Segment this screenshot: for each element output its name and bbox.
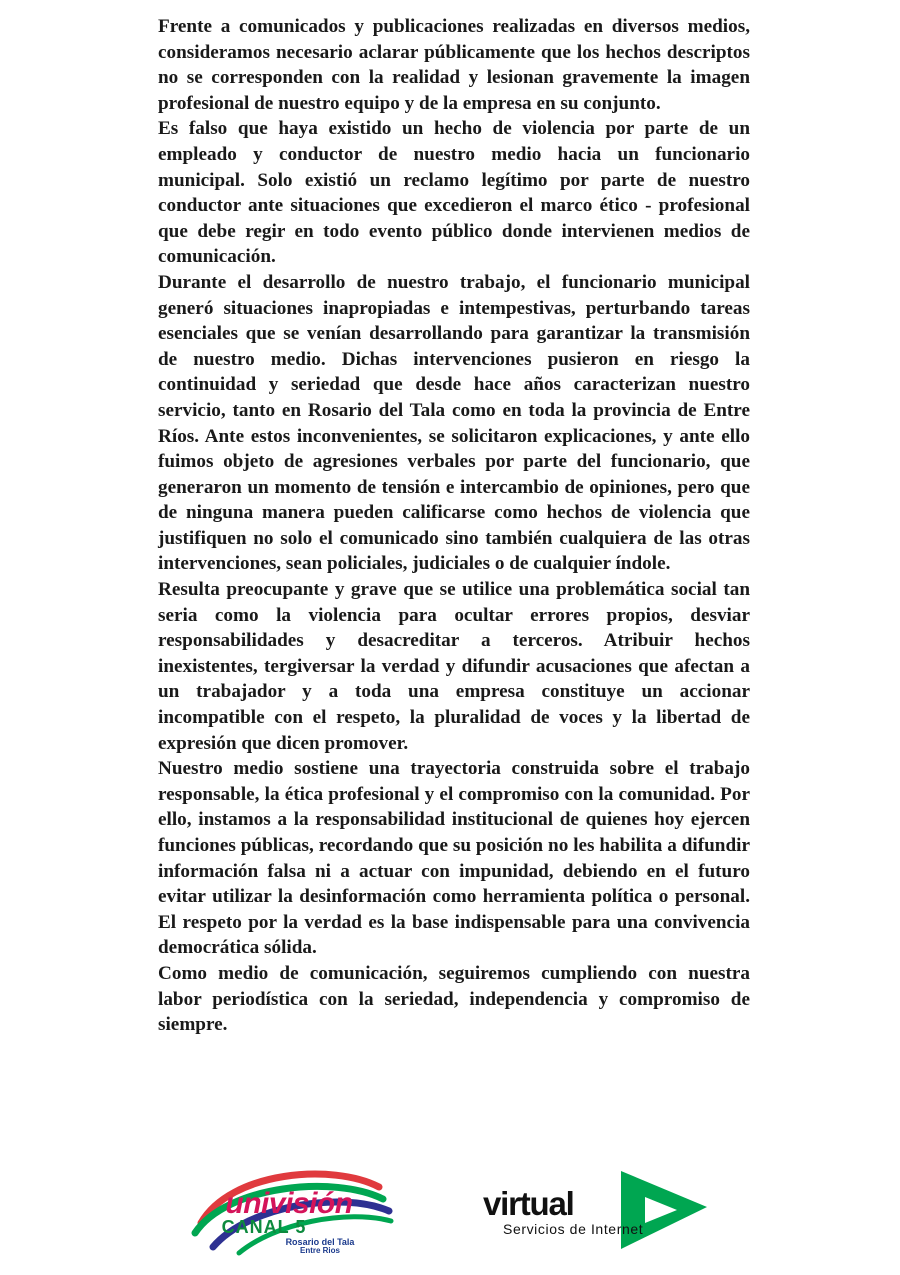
paragraph-1: Frente a comunicados y publicaciones realizadas en diversos medios, consideramos necesario aclarar públicamente que los hechos descriptos no se corresponden con la realidad y lesionan gravemente la imagen profesional de nuestro equipo y de la empresa en su conjunto. bbox=[158, 16, 750, 114]
univision-location-line-1: Rosario del Tala bbox=[285, 1237, 355, 1247]
virtualnet-wordmark-primary: virtual bbox=[483, 1185, 574, 1222]
paragraph-2: Es falso que haya existido un hecho de violencia por parte de un empleado y conductor de nuestro medio hacia un funcionario municipal. Solo existió un reclamo legítimo por parte de nuestro conductor ante situaciones que excedieron el marco ético - profesional que debe regir en todo evento público donde intervienen medios de comunicación. bbox=[158, 118, 750, 268]
virtualnet-tagline: Servicios de Internet bbox=[503, 1221, 644, 1237]
logo-row bbox=[0, 1157, 900, 1257]
univision-location-line-2: Entre Rios bbox=[299, 1246, 340, 1255]
statement-body bbox=[158, 14, 750, 1038]
virtualnet-arrow-icon bbox=[615, 1167, 711, 1253]
virtualnet-logo bbox=[481, 1165, 717, 1257]
virtualnet-wordmark-secondary: net bbox=[573, 1185, 620, 1222]
paragraph-5: Nuestro medio sostiene una trayectoria construida sobre el trabajo responsable, la ética profesional y el compromiso con la comunidad. Por ello, instamos a la responsabilidad institucional de quienes hoy ejercen funciones públicas, recordando que su posición no les habilita a difundir información falsa ni a actuar con impunidad, debiendo en el futuro evitar utilizar la desinformación como herramienta política o personal. El respeto por la verdad es la base indispensable para una convivencia democrática sólida. bbox=[158, 758, 750, 959]
univision-wordmark: univisión bbox=[225, 1187, 353, 1220]
paragraph-4: Resulta preocupante y grave que se utilice una problemática social tan seria como la violencia para ocultar errores propios, desviar responsabilidades y desacreditar a terceros. Atribuir hechos inexistentes, tergiversar la verdad y difundir acusaciones que afectan a un trabajador y a toda una empresa constituye un accionar incompatible con el respeto, la pluralidad de voces y la libertad de expresión que dicen promover. bbox=[158, 579, 750, 754]
univision-channel-label: CANAL 5 bbox=[221, 1217, 307, 1237]
paragraph-6: Como medio de comunicación, seguiremos cumpliendo con nuestra labor periodística con la seriedad, independencia y compromiso de siempre. bbox=[158, 962, 750, 1036]
paragraph-3: Durante el desarrollo de nuestro trabajo, el funcionario municipal generó situaciones inapropiadas e intempestivas, perturbando tareas esenciales que se venían desarrollando para garantizar la transmisión de nuestro medio. Dichas intervenciones pusieron en riesgo la continuidad y seriedad que desde hace años caracterizan nuestro servicio, tanto en Rosario del Tala como en toda la provincia de Entre Ríos. Ante estos inconvenientes, se solicitaron explicaciones, y ante ello fuimos objeto de agresiones verbales por parte del funcionario, que generaron un momento de tensión e intercambio de opiniones, pero que de ninguna manera pueden calificarse como hechos de violencia que justifiquen no solo el comunicado sino también cualquiera de las otras intervenciones, sean policiales, judiciales o de cualquier índole. bbox=[158, 271, 750, 575]
virtualnet-wordmark bbox=[483, 1185, 620, 1223]
univision-logo bbox=[183, 1161, 395, 1257]
